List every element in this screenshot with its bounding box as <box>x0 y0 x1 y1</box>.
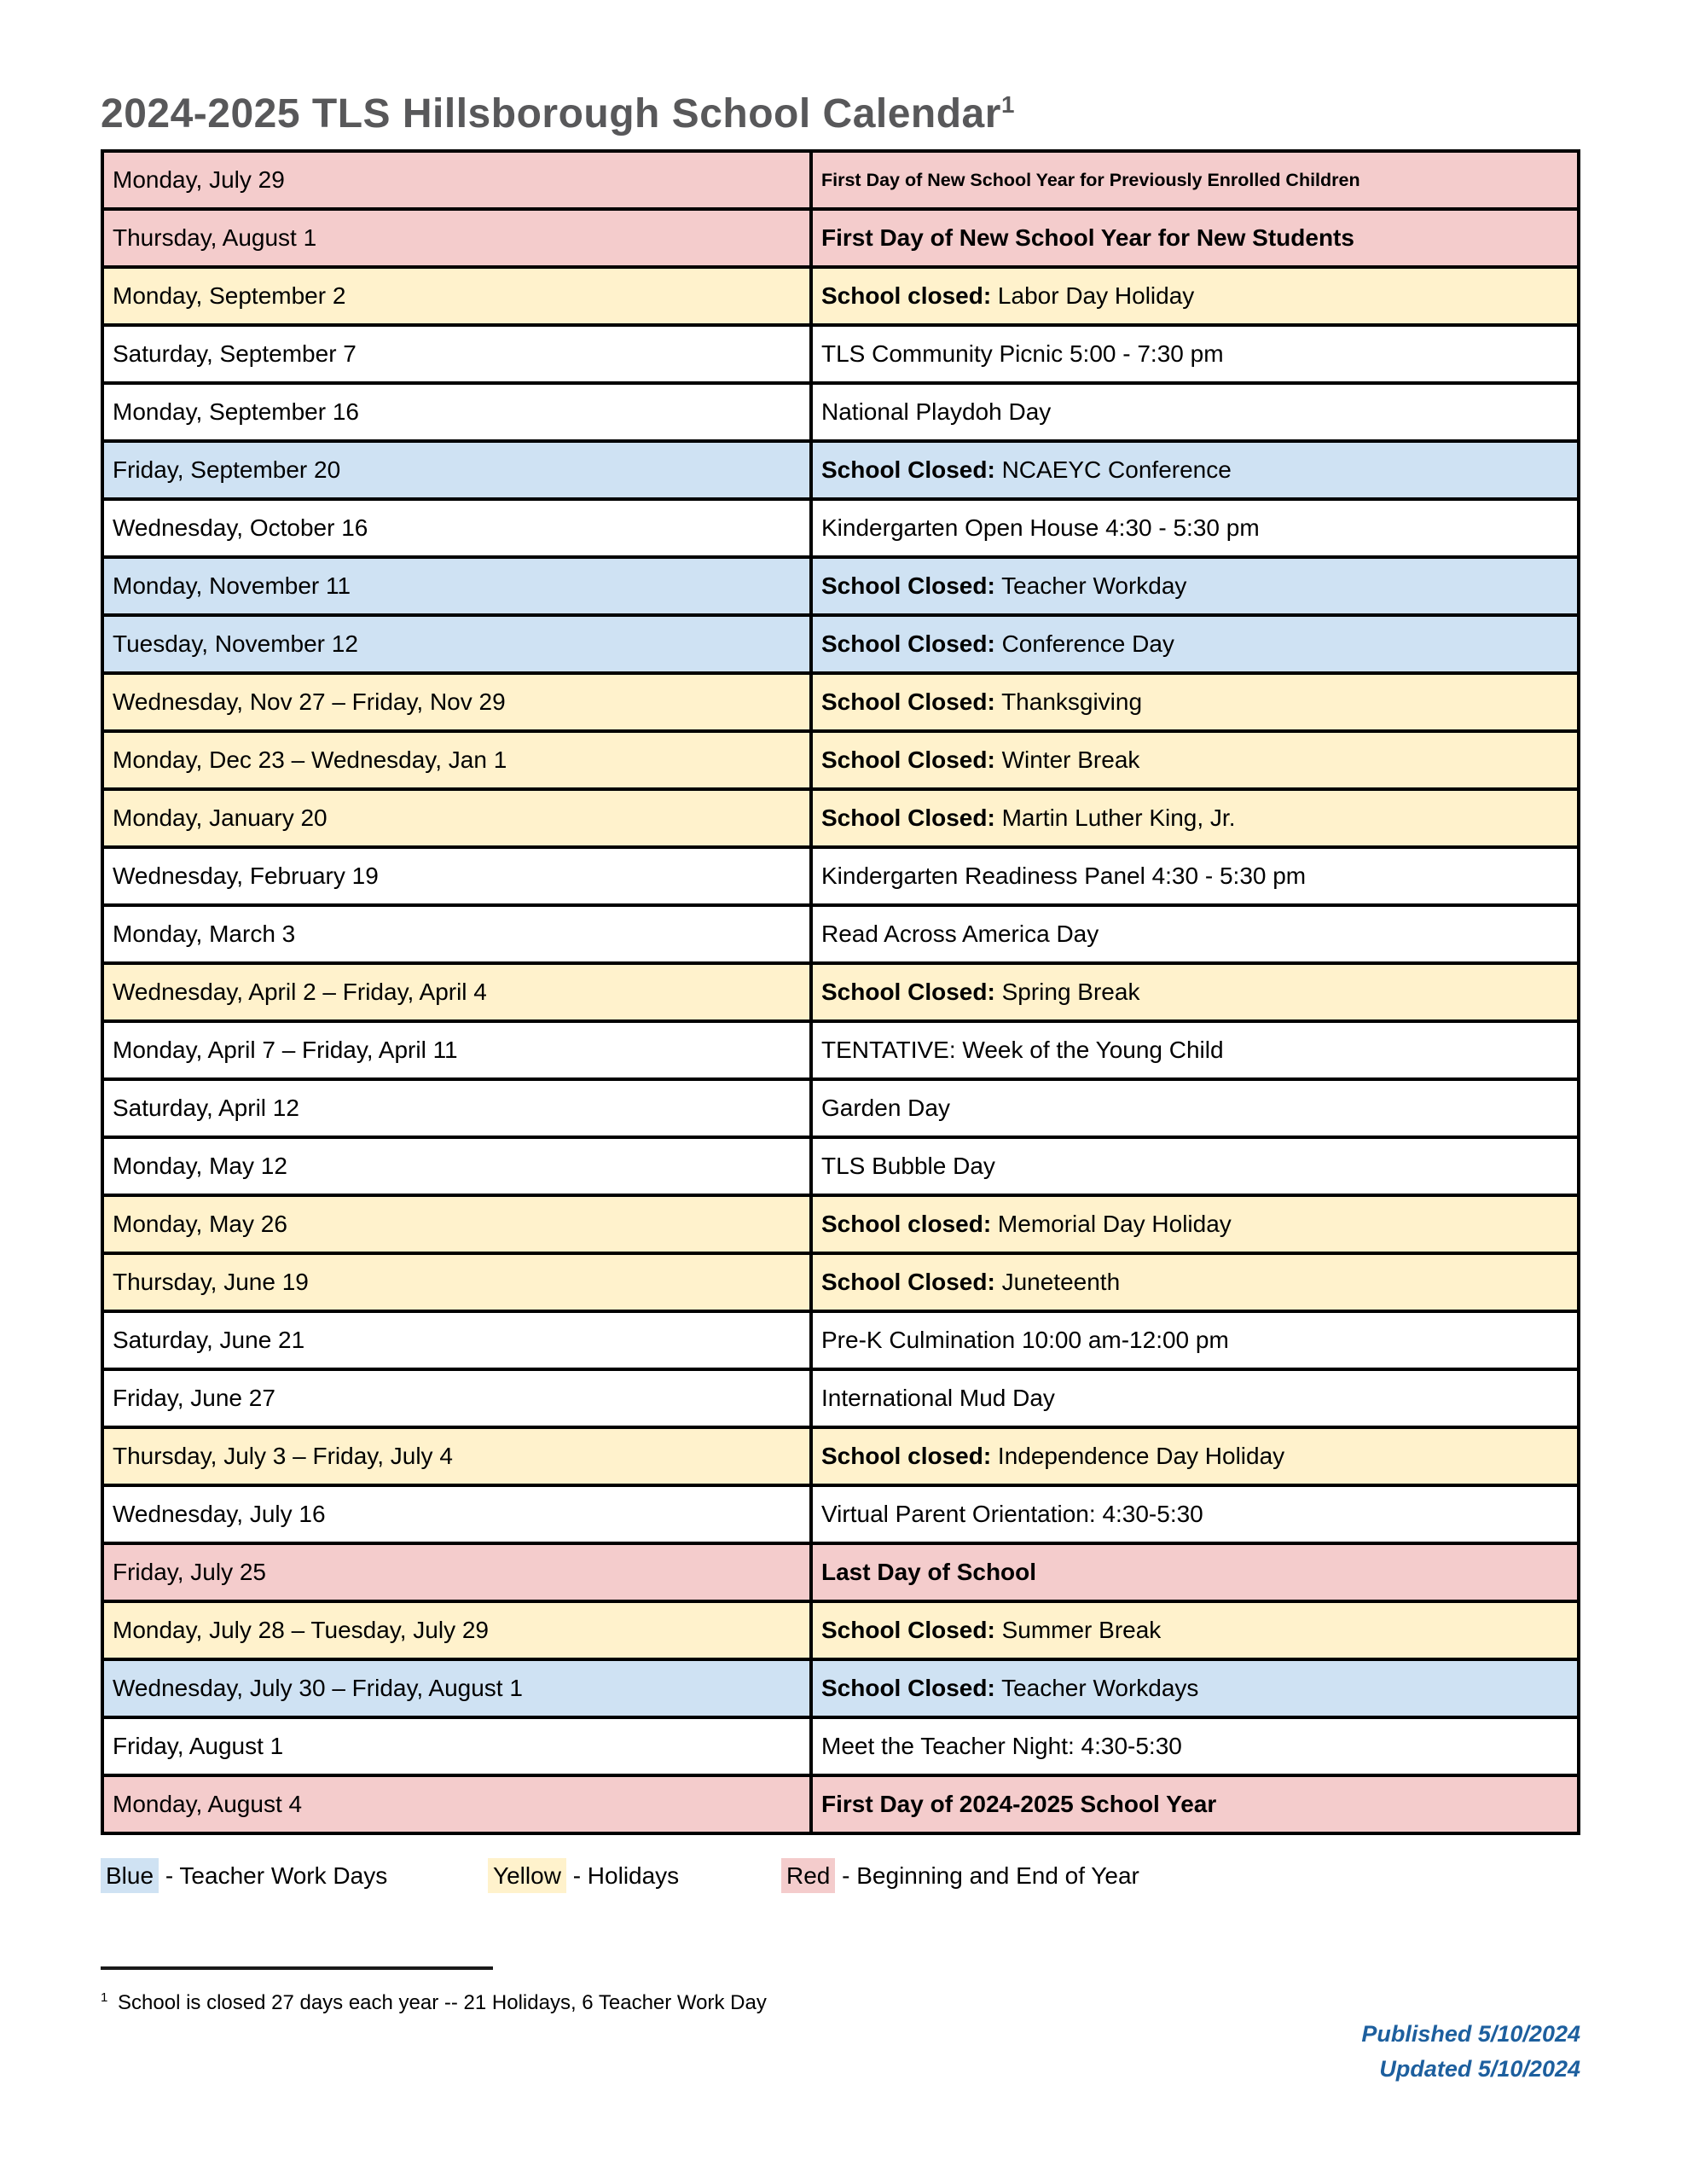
date-cell: Monday, January 20 <box>102 789 811 847</box>
date-cell: Friday, June 27 <box>102 1369 811 1427</box>
event-cell <box>811 325 1579 383</box>
event-text: National Playdoh Day <box>821 398 1052 425</box>
calendar-table <box>101 149 1580 1835</box>
footnote-text: School is closed 27 days each year -- 21 Holidays, 6 Teacher Work Day <box>112 1991 767 2014</box>
event-cell <box>811 1775 1579 1833</box>
table-row <box>102 209 1579 267</box>
date-cell: Friday, August 1 <box>102 1717 811 1775</box>
event-cell <box>811 1021 1579 1079</box>
event-cell <box>811 1137 1579 1195</box>
table-row <box>102 1427 1579 1485</box>
event-cell <box>811 1485 1579 1543</box>
date-cell: Tuesday, November 12 <box>102 615 811 673</box>
event-cell <box>811 789 1579 847</box>
event-text: Pre-K Culmination 10:00 am-12:00 pm <box>821 1327 1229 1353</box>
date-cell: Monday, Dec 23 – Wednesday, Jan 1 <box>102 731 811 789</box>
event-bold-text: School Closed: <box>821 572 995 599</box>
legend-item <box>781 1862 1139 1890</box>
event-cell <box>811 1717 1579 1775</box>
event-text: Kindergarten Readiness Panel 4:30 - 5:30 pm <box>821 863 1307 889</box>
event-text: Virtual Parent Orientation: 4:30-5:30 <box>821 1501 1203 1527</box>
legend-label: - Teacher Work Days <box>159 1862 388 1889</box>
event-cell <box>811 1543 1579 1601</box>
event-bold-text: School closed: <box>821 282 992 309</box>
event-text: Labor Day Holiday <box>991 282 1195 309</box>
legend-color-chip: Blue <box>101 1858 159 1893</box>
event-text: TLS Community Picnic 5:00 - 7:30 pm <box>821 340 1224 367</box>
event-text: Spring Break <box>994 979 1140 1005</box>
date-cell: Wednesday, October 16 <box>102 499 811 557</box>
event-text: Thanksgiving <box>994 688 1143 715</box>
table-row <box>102 441 1579 499</box>
table-row <box>102 499 1579 557</box>
date-cell: Wednesday, July 30 – Friday, August 1 <box>102 1659 811 1717</box>
date-cell: Monday, May 26 <box>102 1195 811 1253</box>
event-cell <box>811 731 1579 789</box>
event-bold-text: School closed: <box>821 1443 992 1469</box>
event-bold-text: School Closed: <box>821 1617 995 1643</box>
event-text: Winter Break <box>994 746 1140 773</box>
footnote <box>101 1990 1580 2015</box>
page-title-footnote-marker: 1 <box>1000 91 1015 118</box>
table-row <box>102 1253 1579 1311</box>
legend-color-chip: Yellow <box>488 1858 566 1893</box>
event-text: NCAEYC Conference <box>994 456 1232 483</box>
date-cell: Monday, August 4 <box>102 1775 811 1833</box>
date-cell: Saturday, April 12 <box>102 1079 811 1137</box>
date-cell: Monday, April 7 – Friday, April 11 <box>102 1021 811 1079</box>
table-row <box>102 151 1579 209</box>
event-cell <box>811 1079 1579 1137</box>
date-cell: Monday, September 16 <box>102 383 811 441</box>
event-bold-text: School Closed: <box>821 1675 995 1701</box>
event-cell <box>811 499 1579 557</box>
event-bold-text: School Closed: <box>821 688 995 715</box>
event-bold-text: School closed: <box>821 1211 992 1237</box>
date-cell: Friday, July 25 <box>102 1543 811 1601</box>
event-cell <box>811 151 1579 209</box>
table-row <box>102 1485 1579 1543</box>
date-cell: Thursday, June 19 <box>102 1253 811 1311</box>
event-bold-text: School Closed: <box>821 456 995 483</box>
table-row <box>102 905 1579 963</box>
footnote-divider <box>101 1966 493 1970</box>
legend-label: - Holidays <box>565 1862 680 1889</box>
table-row <box>102 1079 1579 1137</box>
table-row <box>102 1195 1579 1253</box>
table-row <box>102 789 1579 847</box>
event-text: Summer Break <box>994 1617 1162 1643</box>
event-cell <box>811 267 1579 325</box>
event-cell <box>811 383 1579 441</box>
legend-color-chip: Red <box>781 1858 835 1893</box>
event-bold-text: First Day of New School Year for Previously Enrolled Children <box>821 169 1360 190</box>
table-row <box>102 1021 1579 1079</box>
table-row <box>102 731 1579 789</box>
event-cell <box>811 1195 1579 1253</box>
event-cell <box>811 615 1579 673</box>
event-text: Garden Day <box>821 1095 950 1121</box>
page-title <box>101 90 1580 137</box>
legend-label: - Beginning and End of Year <box>835 1862 1139 1889</box>
table-row <box>102 1137 1579 1195</box>
table-row <box>102 557 1579 615</box>
date-cell: Wednesday, February 19 <box>102 847 811 905</box>
published-date: Published 5/10/2024 <box>1361 2021 1580 2047</box>
date-cell: Monday, September 2 <box>102 267 811 325</box>
event-bold-text: Last Day of School <box>821 1559 1037 1585</box>
date-cell: Wednesday, July 16 <box>102 1485 811 1543</box>
legend-item <box>488 1862 679 1890</box>
event-cell <box>811 1601 1579 1659</box>
event-text: Teacher Workdays <box>994 1675 1199 1701</box>
date-cell: Monday, July 28 – Tuesday, July 29 <box>102 1601 811 1659</box>
event-text: Teacher Workday <box>994 572 1187 599</box>
table-row <box>102 1717 1579 1775</box>
event-cell <box>811 557 1579 615</box>
event-bold-text: School Closed: <box>821 746 995 773</box>
table-row <box>102 1775 1579 1833</box>
table-row <box>102 383 1579 441</box>
table-row <box>102 615 1579 673</box>
date-cell: Friday, September 20 <box>102 441 811 499</box>
event-cell <box>811 847 1579 905</box>
event-bold-text: School Closed: <box>821 804 995 831</box>
event-bold-text: School Closed: <box>821 979 995 1005</box>
date-cell: Saturday, September 7 <box>102 325 811 383</box>
event-cell <box>811 673 1579 731</box>
date-cell: Monday, March 3 <box>102 905 811 963</box>
date-cell: Saturday, June 21 <box>102 1311 811 1369</box>
event-text: International Mud Day <box>821 1385 1055 1411</box>
date-cell: Monday, November 11 <box>102 557 811 615</box>
event-cell <box>811 905 1579 963</box>
event-text: TENTATIVE: Week of the Young Child <box>821 1037 1224 1063</box>
table-row <box>102 325 1579 383</box>
event-cell <box>811 963 1579 1021</box>
table-row <box>102 267 1579 325</box>
date-cell: Wednesday, April 2 – Friday, April 4 <box>102 963 811 1021</box>
event-cell <box>811 209 1579 267</box>
event-cell <box>811 1659 1579 1717</box>
event-text: Meet the Teacher Night: 4:30-5:30 <box>821 1733 1182 1759</box>
event-cell <box>811 1369 1579 1427</box>
event-text: Conference Day <box>994 630 1174 657</box>
event-bold-text: School Closed: <box>821 630 995 657</box>
event-text: Martin Luther King, Jr. <box>994 804 1236 831</box>
date-cell: Thursday, August 1 <box>102 209 811 267</box>
event-cell <box>811 441 1579 499</box>
event-cell <box>811 1427 1579 1485</box>
event-cell <box>811 1253 1579 1311</box>
date-cell: Thursday, July 3 – Friday, July 4 <box>102 1427 811 1485</box>
table-row <box>102 1311 1579 1369</box>
event-bold-text: First Day of 2024-2025 School Year <box>821 1791 1217 1817</box>
table-row <box>102 1659 1579 1717</box>
event-text: Memorial Day Holiday <box>991 1211 1232 1237</box>
publish-info <box>1361 2017 1580 2087</box>
table-row <box>102 1601 1579 1659</box>
table-row <box>102 963 1579 1021</box>
date-cell: Monday, May 12 <box>102 1137 811 1195</box>
updated-date: Updated 5/10/2024 <box>1379 2056 1580 2082</box>
event-text: Read Across America Day <box>821 921 1099 947</box>
event-text: Independence Day Holiday <box>991 1443 1285 1469</box>
footnote-marker: 1 <box>101 1990 108 2005</box>
date-cell: Monday, July 29 <box>102 151 811 209</box>
event-bold-text: First Day of New School Year for New Students <box>821 224 1354 251</box>
legend <box>101 1862 1580 1898</box>
event-cell <box>811 1311 1579 1369</box>
table-row <box>102 1543 1579 1601</box>
table-row <box>102 673 1579 731</box>
event-bold-text: School Closed: <box>821 1269 995 1295</box>
event-text: Juneteenth <box>994 1269 1121 1295</box>
event-text: TLS Bubble Day <box>821 1153 995 1179</box>
table-row <box>102 847 1579 905</box>
table-row <box>102 1369 1579 1427</box>
legend-item <box>101 1862 387 1890</box>
page-title-text: 2024-2025 TLS Hillsborough School Calendar <box>101 91 1001 136</box>
event-text: Kindergarten Open House 4:30 - 5:30 pm <box>821 514 1260 541</box>
date-cell: Wednesday, Nov 27 – Friday, Nov 29 <box>102 673 811 731</box>
